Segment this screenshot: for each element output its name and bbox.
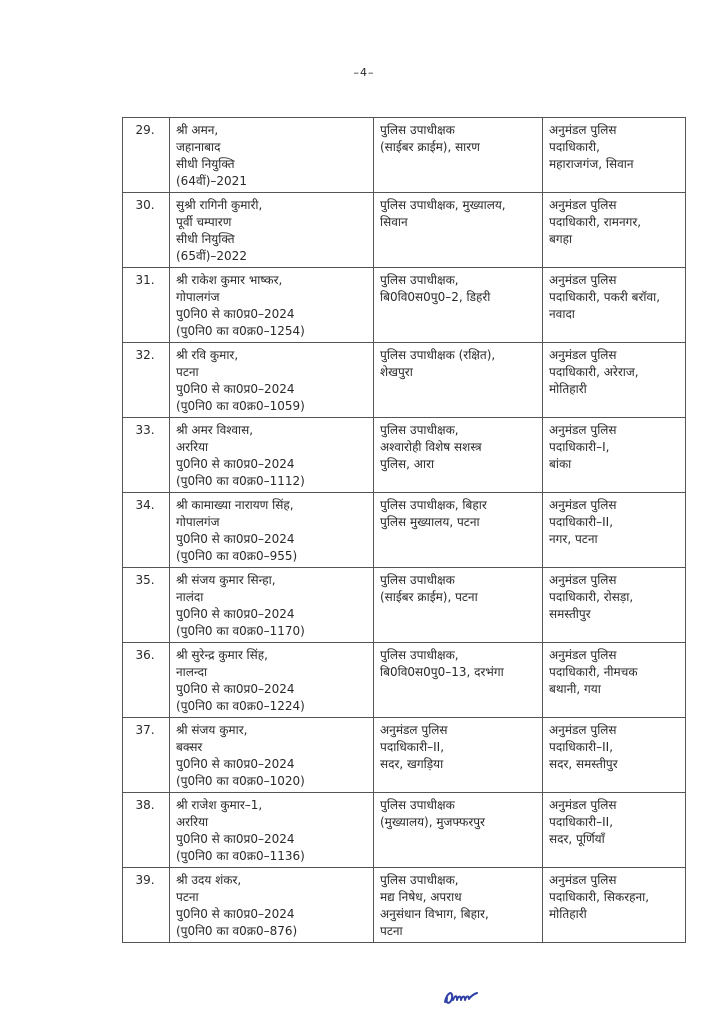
from-line: पुलिस उपाधीक्षक,: [380, 273, 459, 287]
to-line: मोतिहारी: [549, 907, 587, 921]
from-line: शेखपुरा: [380, 365, 413, 379]
serial-number: 32.: [123, 343, 170, 418]
name-line: पु0नि0 से का0प्र0–2024: [176, 682, 295, 696]
current-posting-cell: [374, 568, 543, 643]
serial-number: 34.: [123, 493, 170, 568]
name-line: श्री राजेश कुमार–1,: [176, 798, 263, 812]
name-line: अररिया: [176, 815, 209, 829]
to-line: समस्तीपुर: [549, 607, 591, 621]
to-line: नगर, पटना: [549, 532, 598, 546]
new-posting-cell: [543, 343, 686, 418]
transfer-table-body: [123, 118, 686, 943]
new-posting-cell: [543, 493, 686, 568]
name-line: पु0नि0 से का0प्र0–2024: [176, 832, 295, 846]
name-line: (पु0नि0 का व0क्र0–1020): [176, 774, 305, 788]
serial-number: 29.: [123, 118, 170, 193]
to-line: सदर, पूर्णियाँ: [549, 832, 605, 846]
to-line: अनुमंडल पुलिस: [549, 198, 617, 212]
from-line: अनुसंधान विभाग, बिहार,: [380, 907, 489, 921]
current-posting-cell: [374, 343, 543, 418]
name-line: श्री संजय कुमार,: [176, 723, 248, 737]
from-line: पुलिस उपाधीक्षक, बिहार: [380, 498, 487, 512]
page-number: –4–: [353, 66, 375, 79]
name-line: (पु0नि0 का व0क्र0–1224): [176, 699, 305, 713]
to-line: पदाधिकारी–I,: [549, 440, 610, 454]
to-line: अनुमंडल पुलिस: [549, 498, 617, 512]
table-row: [123, 643, 686, 718]
name-line: (65वीं)–2022: [176, 249, 247, 263]
to-line: अनुमंडल पुलिस: [549, 423, 617, 437]
from-line: पुलिस उपाधीक्षक,: [380, 648, 459, 662]
officer-name-cell: [170, 643, 374, 718]
table-row: [123, 718, 686, 793]
name-line: श्री राकेश कुमार भाष्कर,: [176, 273, 283, 287]
serial-number: 35.: [123, 568, 170, 643]
from-line: (साईबर क्राईम), सारण: [380, 140, 480, 154]
serial-number: 31.: [123, 268, 170, 343]
new-posting-cell: [543, 718, 686, 793]
name-line: (पु0नि0 का व0क्र0–1170): [176, 624, 305, 638]
to-line: अनुमंडल पुलिस: [549, 723, 617, 737]
from-line: पुलिस उपाधीक्षक, मुख्यालय,: [380, 198, 506, 212]
to-line: बथानी, गया: [549, 682, 601, 696]
to-line: पदाधिकारी–II,: [549, 740, 614, 754]
to-line: पदाधिकारी–II,: [549, 815, 614, 829]
name-line: (पु0नि0 का व0क्र0–955): [176, 549, 298, 563]
serial-number: 30.: [123, 193, 170, 268]
from-line: पुलिस उपाधीक्षक,: [380, 873, 459, 887]
from-line: अश्वारोही विशेष सशस्त्र: [380, 440, 482, 454]
name-line: पु0नि0 से का0प्र0–2024: [176, 607, 295, 621]
from-line: पुलिस उपाधीक्षक,: [380, 423, 459, 437]
name-line: सुश्री रागिनी कुमारी,: [176, 198, 263, 212]
name-line: पटना: [176, 365, 199, 379]
from-line: मद्य निषेध, अपराध: [380, 890, 462, 904]
current-posting-cell: [374, 643, 543, 718]
from-line: (मुख्यालय), मुजफ्फरपुर: [380, 815, 485, 829]
officer-name-cell: [170, 568, 374, 643]
name-line: (64वीं)–2021: [176, 174, 247, 188]
officer-name-cell: [170, 793, 374, 868]
new-posting-cell: [543, 118, 686, 193]
to-line: अनुमंडल पुलिस: [549, 123, 617, 137]
from-line: पदाधिकारी–II,: [380, 740, 445, 754]
table-row: [123, 418, 686, 493]
from-line: पुलिस उपाधीक्षक (रक्षित),: [380, 348, 496, 362]
name-line: पु0नि0 से का0प्र0–2024: [176, 532, 295, 546]
name-line: अररिया: [176, 440, 209, 454]
to-line: अनुमंडल पुलिस: [549, 798, 617, 812]
name-line: पूर्वी चम्पारण: [176, 215, 232, 229]
name-line: (पु0नि0 का व0क्र0–1254): [176, 324, 305, 338]
name-line: बक्सर: [176, 740, 203, 754]
to-line: बगहा: [549, 232, 573, 246]
to-line: अनुमंडल पुलिस: [549, 273, 617, 287]
from-line: बि0वि0स0पु0–2, डिहरी: [380, 290, 491, 304]
table-row: [123, 193, 686, 268]
new-posting-cell: [543, 643, 686, 718]
from-line: अनुमंडल पुलिस: [380, 723, 448, 737]
name-line: जहानाबाद: [176, 140, 221, 154]
current-posting-cell: [374, 868, 543, 943]
from-line: सदर, खगड़िया: [380, 757, 444, 771]
table-row: [123, 568, 686, 643]
to-line: अनुमंडल पुलिस: [549, 348, 617, 362]
from-line: पुलिस, आरा: [380, 457, 435, 471]
serial-number: 33.: [123, 418, 170, 493]
from-line: सिवान: [380, 215, 408, 229]
to-line: पदाधिकारी, सिकरहना,: [549, 890, 650, 904]
table-row: [123, 493, 686, 568]
new-posting-cell: [543, 793, 686, 868]
from-line: पुलिस मुख्यालय, पटना: [380, 515, 480, 529]
serial-number: 36.: [123, 643, 170, 718]
name-line: पटना: [176, 890, 199, 904]
to-line: बांका: [549, 457, 572, 471]
from-line: पटना: [380, 924, 403, 938]
to-line: पदाधिकारी, नीमचक: [549, 665, 638, 679]
to-line: पदाधिकारी, अरेराज,: [549, 365, 639, 379]
new-posting-cell: [543, 193, 686, 268]
to-line: पदाधिकारी, पकरी बरॉवा,: [549, 290, 661, 304]
name-line: पु0नि0 से का0प्र0–2024: [176, 457, 295, 471]
current-posting-cell: [374, 268, 543, 343]
name-line: नालंदा: [176, 590, 204, 604]
officer-name-cell: [170, 718, 374, 793]
serial-number: 39.: [123, 868, 170, 943]
to-line: पदाधिकारी,: [549, 140, 600, 154]
table-row: [123, 268, 686, 343]
name-line: (पु0नि0 का व0क्र0–1059): [176, 399, 305, 413]
to-line: नवादा: [549, 307, 575, 321]
current-posting-cell: [374, 718, 543, 793]
name-line: श्री सुरेन्द्र कुमार सिंह,: [176, 648, 268, 662]
to-line: पदाधिकारी, रामनगर,: [549, 215, 642, 229]
from-line: (साईबर क्राईम), पटना: [380, 590, 478, 604]
to-line: पदाधिकारी–II,: [549, 515, 614, 529]
name-line: श्री अमर विश्वास,: [176, 423, 254, 437]
name-line: श्री कामाख्या नारायण सिंह,: [176, 498, 294, 512]
current-posting-cell: [374, 118, 543, 193]
serial-number: 37.: [123, 718, 170, 793]
name-line: पु0नि0 से का0प्र0–2024: [176, 307, 295, 321]
name-line: (पु0नि0 का व0क्र0–876): [176, 924, 298, 938]
officer-name-cell: [170, 493, 374, 568]
new-posting-cell: [543, 418, 686, 493]
table-row: [123, 118, 686, 193]
from-line: पुलिस उपाधीक्षक: [380, 798, 455, 812]
new-posting-cell: [543, 868, 686, 943]
to-line: अनुमंडल पुलिस: [549, 873, 617, 887]
name-line: पु0नि0 से का0प्र0–2024: [176, 907, 295, 921]
current-posting-cell: [374, 193, 543, 268]
table-row: [123, 343, 686, 418]
new-posting-cell: [543, 268, 686, 343]
to-line: महाराजगंज, सिवान: [549, 157, 634, 171]
name-line: श्री अमन,: [176, 123, 219, 137]
name-line: पु0नि0 से का0प्र0–2024: [176, 382, 295, 396]
name-line: पु0नि0 से का0प्र0–2024: [176, 757, 295, 771]
name-line: श्री रवि कुमार,: [176, 348, 239, 362]
officer-name-cell: [170, 268, 374, 343]
to-line: पदाधिकारी, रोसड़ा,: [549, 590, 634, 604]
to-line: अनुमंडल पुलिस: [549, 648, 617, 662]
name-line: गोपालगंज: [176, 290, 220, 304]
from-line: बि0वि0स0पु0–13, दरभंगा: [380, 665, 504, 679]
officer-name-cell: [170, 343, 374, 418]
name-line: सीधी नियुक्ति: [176, 232, 235, 246]
to-line: मोतिहारी: [549, 382, 587, 396]
name-line: गोपालगंज: [176, 515, 220, 529]
from-line: पुलिस उपाधीक्षक: [380, 573, 455, 587]
signature: [441, 986, 481, 1008]
current-posting-cell: [374, 493, 543, 568]
name-line: नालन्दा: [176, 665, 208, 679]
table-row: [123, 793, 686, 868]
table-row: [123, 868, 686, 943]
new-posting-cell: [543, 568, 686, 643]
to-line: सदर, समस्तीपुर: [549, 757, 618, 771]
officer-name-cell: [170, 193, 374, 268]
current-posting-cell: [374, 418, 543, 493]
serial-number: 38.: [123, 793, 170, 868]
current-posting-cell: [374, 793, 543, 868]
officer-name-cell: [170, 118, 374, 193]
officer-name-cell: [170, 868, 374, 943]
name-line: (पु0नि0 का व0क्र0–1136): [176, 849, 305, 863]
name-line: श्री उदय शंकर,: [176, 873, 242, 887]
from-line: पुलिस उपाधीक्षक: [380, 123, 455, 137]
name-line: श्री संजय कुमार सिन्हा,: [176, 573, 276, 587]
officer-name-cell: [170, 418, 374, 493]
name-line: सीधी नियुक्ति: [176, 157, 235, 171]
to-line: अनुमंडल पुलिस: [549, 573, 617, 587]
name-line: (पु0नि0 का व0क्र0–1112): [176, 474, 305, 488]
transfer-table: [122, 117, 686, 943]
